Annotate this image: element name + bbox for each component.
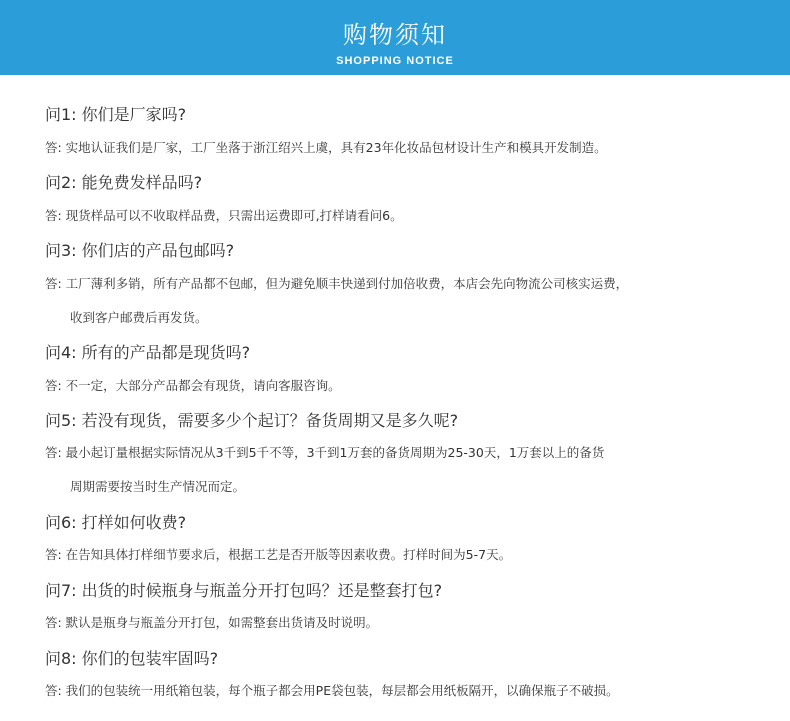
page-title: 购物须知 [343, 21, 447, 49]
faq-question-3: 问3: 你们店的产品包邮吗? [45, 241, 235, 260]
faq-answer-4: 答: 不一定，大部分产品都会有现货，请向客服咨询。 [45, 378, 341, 393]
faq-answer-1: 答: 实地认证我们是厂家，工厂坐落于浙江绍兴上虞，具有23年化妆品包材设计生产和模具开发制造。 [45, 140, 607, 155]
faq-question-5: 问5: 若没有现货，需要多少个起订？备货周期又是多久呢? [45, 411, 459, 430]
faq-question-8: 问8: 你们的包装牢固吗? [45, 649, 219, 668]
faq-answer-5-continued: 周期需要按当时生产情况而定。 [70, 479, 246, 494]
faq-answer-6: 答: 在告知具体打样细节要求后，根据工艺是否开版等因素收费。打样时间为5-7天。 [45, 547, 512, 562]
faq-answer-7: 答: 默认是瓶身与瓶盖分开打包，如需整套出货请及时说明。 [45, 615, 379, 630]
faq-question-6: 问6: 打样如何收费? [45, 513, 187, 532]
faq-answer-5: 答: 最小起订量根据实际情况从3千到5千不等，3千到1万套的备货周期为25-30天，1万套以上的备货 [45, 445, 605, 460]
faq-answer-3: 答: 工厂薄利多销，所有产品都不包邮，但为避免顺丰快递到付加倍收费，本店会先向物流公司核实运费， [45, 276, 629, 291]
faq-question-4: 问4: 所有的产品都是现货吗? [45, 343, 251, 362]
faq-question-1: 问1: 你们是厂家吗? [45, 105, 187, 124]
faq-question-2: 问2: 能免费发样品吗? [45, 173, 203, 192]
page-subtitle: SHOPPING NOTICE [336, 55, 454, 67]
header-banner [0, 0, 790, 75]
faq-answer-2: 答: 现货样品可以不收取样品费，只需出运费即可,打样请看问6。 [45, 208, 403, 223]
faq-answer-3-continued: 收到客户邮费后再发货。 [70, 310, 208, 325]
faq-question-7: 问7: 出货的时候瓶身与瓶盖分开打包吗？还是整套打包? [45, 581, 443, 600]
faq-answer-8: 答: 我们的包装统一用纸箱包装，每个瓶子都会用PE袋包装，每层都会用纸板隔开，以确保瓶子不破损。 [45, 683, 619, 698]
